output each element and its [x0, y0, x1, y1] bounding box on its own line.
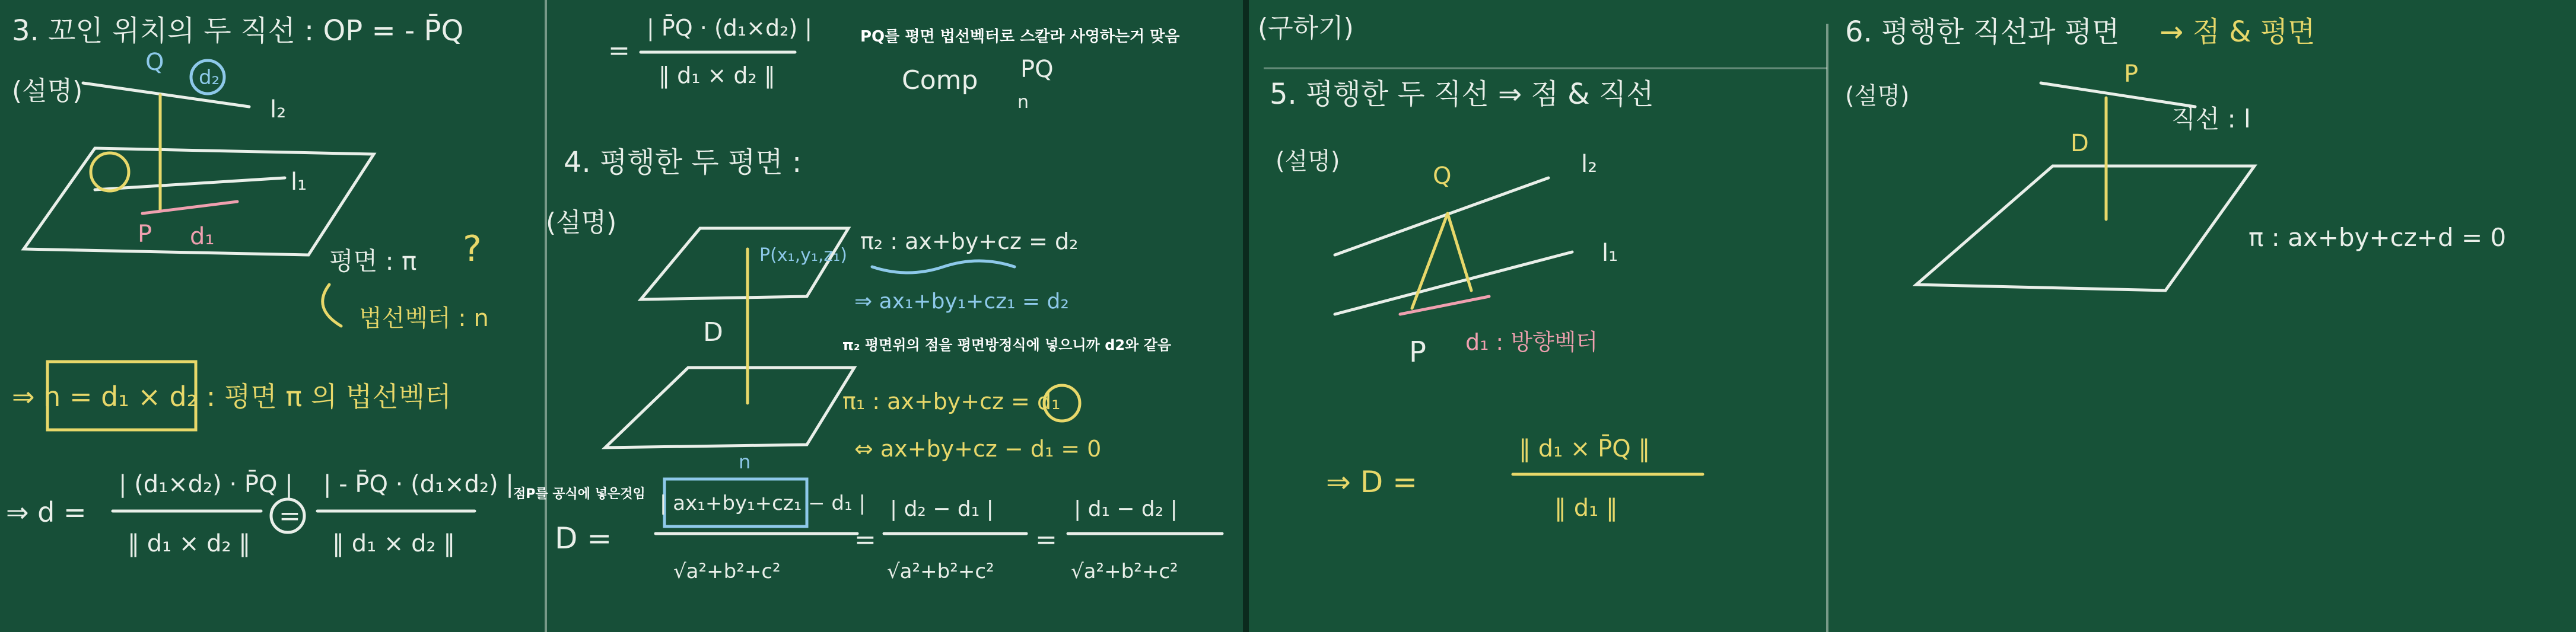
panel1-heading: 3. 꼬인 위치의 두 직선 : OP = - P̄Q [12, 14, 464, 47]
panel3-point-p: P [1409, 336, 1426, 369]
panel3-d-lhs: ⇒ D = [1326, 465, 1418, 499]
panel1-point-q: Q [145, 49, 164, 76]
panel1-distance-num-2: | - P̄Q · (d₁×d₂) | [323, 471, 514, 498]
panel2-d-den-3: √a²+b²+c² [1071, 560, 1178, 583]
panel3-point-q: Q [1433, 162, 1452, 190]
panel2-heading: 4. 평행한 두 평면 : [564, 146, 802, 179]
panel3-dir-label: d₁ : 방향벡터 [1465, 329, 1598, 355]
panel3-line-l1-label: l₁ [1602, 240, 1618, 267]
panel2-d-num-1: | ax₁+by₁+cz₁ − d₁ | [660, 491, 866, 515]
panel2-d-num-3: | d₁ − d₂ | [1074, 497, 1178, 521]
panel4-heading: 6. 평행한 직선과 평면 [1845, 15, 2120, 49]
panel3-heading: 5. 평행한 두 직선 ⇒ 점 & 직선 [1270, 78, 1654, 111]
panel4-point-p: P [2124, 60, 2139, 88]
panel2-d-den-2: √a²+b²+c² [887, 560, 994, 583]
panel2-d-lhs: D = [555, 521, 612, 556]
panel1-question-mark: ? [463, 228, 482, 270]
panel1-line-l1-label: l₁ [291, 168, 307, 196]
panel4-dist-d: D [2071, 130, 2089, 157]
panel2-comp-sub: n [1017, 92, 1029, 113]
panel1-vec-d2: d₂ [199, 66, 220, 90]
panel2-dist-d: D [703, 317, 723, 347]
panel4-plane-eq: π : ax+by+cz+d = 0 [2249, 223, 2507, 252]
panel3-solution-label: (설명) [1276, 148, 1340, 175]
panel2-pi2-eq: π₂ : ax+by+cz = d₂ [860, 228, 1079, 254]
panel1-line-l2-label: l₂ [270, 96, 287, 123]
panel2-eq-2: = [1035, 525, 1057, 555]
panel3-line-l2-label: l₂ [1581, 151, 1598, 178]
panel1-equals: = [279, 501, 301, 531]
panel1-solution-label: (설명) [12, 76, 83, 106]
panel2-eq-1: = [854, 525, 876, 555]
panel1-vec-d1: d₁ [190, 223, 215, 250]
panel2-d-num-2: | d₂ − d₁ | [890, 497, 994, 521]
panel1-normal-formula: ⇒ n = d₁ × d₂ : 평면 π 의 법선벡터 [12, 381, 451, 413]
panel3-d-num: ‖ d₁ × P̄Q ‖ [1519, 435, 1650, 462]
panel1-distance-den-1: ‖ d₁ × d₂ ‖ [128, 530, 251, 557]
panel1-equals-top: = [608, 36, 630, 66]
panel2-note-comp: PQ를 평면 법선벡터로 스칼라 사영하는거 맞음 [860, 28, 1180, 46]
board-divider [1243, 0, 1249, 632]
panel4-arrow-to: → 점 & 평면 [2160, 15, 2316, 49]
panel1-distance-lhs: ⇒ d = [6, 496, 87, 528]
panel1-top-den: ‖ d₁ × d₂ ‖ [659, 62, 775, 88]
panel2-d-den-1: √a²+b²+c² [673, 560, 781, 583]
panel2-pi2-sub: ⇒ ax₁+by₁+cz₁ = d₂ [854, 289, 1069, 314]
panel2-note-pi2: π₂ 평면위의 점을 평면방정식에 넣으니까 d2와 같음 [842, 337, 1172, 353]
panel1-plane-pi: 평면 : π [329, 247, 417, 276]
panel1-point-p: P [138, 221, 152, 248]
panel2-n-label: n [739, 451, 751, 473]
panel1-distance-num-1: | (d₁×d₂) · P̄Q | [119, 471, 293, 498]
panel2-comp-label: Comp [902, 65, 978, 95]
panel2-note-point: 점P를 공식에 넣은것임 [513, 487, 645, 502]
panel1-distance-den-2: ‖ d₁ × d₂ ‖ [332, 530, 456, 557]
panel4-line-label: 직선 : l [2171, 104, 2251, 133]
panel3-d-den: ‖ d₁ ‖ [1554, 494, 1618, 522]
panel1-normal-vec: 법선벡터 : n [359, 305, 489, 332]
panel3-top-label: (구하기) [1258, 13, 1354, 43]
panel4-solution-label: (설명) [1845, 82, 1910, 110]
panel2-pi1-eq: π₁ : ax+by+cz = d₁ [842, 388, 1061, 414]
panel1-top-num: | P̄Q · (d₁×d₂) | [647, 15, 813, 41]
panel2-point-p: P(x₁,y₁,z₁) [759, 245, 847, 266]
panel2-solution-label: (설명) [546, 208, 617, 238]
panel2-comp-vec: PQ [1020, 56, 1054, 83]
panel2-pi1-alt: ⇔ ax+by+cz − d₁ = 0 [854, 436, 1102, 462]
